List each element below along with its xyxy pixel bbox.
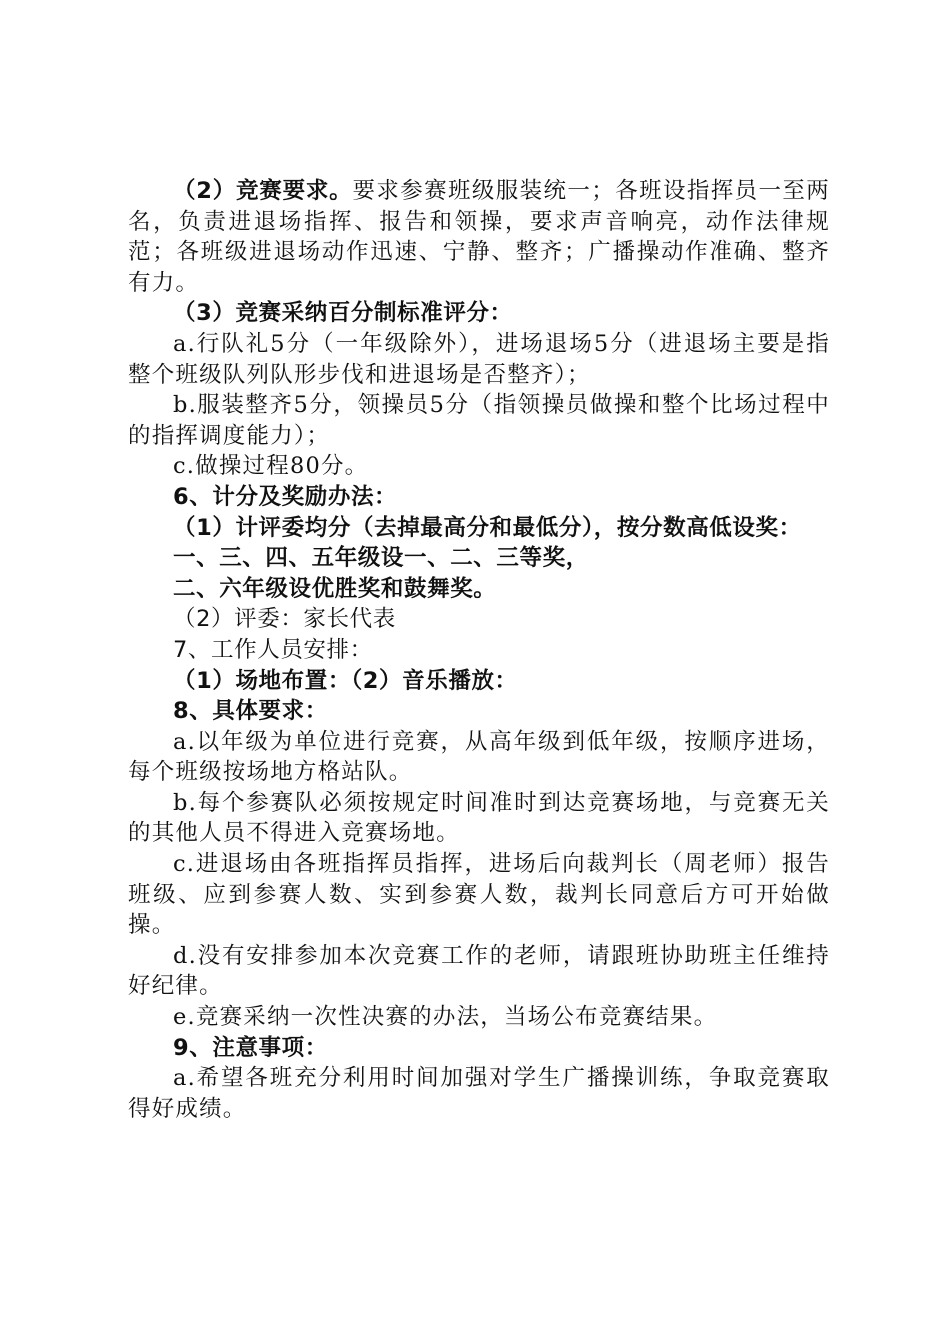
paragraph-text: 要求参赛班级服装统一；各班设指挥员一至两名，负责进退场指挥、报告和领操，要求声音响亮，动作法律规范；各班级进退场动作迅速、宁静、整齐；广播操动作准确、整齐有力。 [128,178,830,296]
paragraph-scoring-b: b.服装整齐5分，领操员5分（指领操员做操和整个比场过程中的指挥调度能力）； [128,392,830,449]
document-body [128,176,830,1124]
paragraph-requirement-a: a.以年级为单位进行竞赛，从高年级到低年级，按顺序进场，每个班级按场地方格站队。 [128,728,830,786]
section-heading-scoring: （3）竞赛采纳百分制标准评分： [173,300,513,327]
section-heading-awards: 6、计分及奖励办法： [173,483,398,510]
section-heading-requirements: 8、具体要求： [173,698,328,725]
paragraph-staff-roles: （1）场地布置：（2）音乐播放： [173,667,518,694]
paragraph-requirement-c: c.进退场由各班指挥员指挥，进场后向裁判长（周老师）报告班级、应到参赛人数、实到参赛人数，裁判长同意后方可开始做操。 [128,851,830,939]
paragraph-requirement-d: d.没有安排参加本次竞赛工作的老师，请跟班协助班主任维持好纪律。 [128,942,830,1000]
paragraph-awards-1: （1）计评委均分（去掉最高分和最低分），按分数高低设奖： [173,514,802,541]
paragraph-requirement-e: e.竞赛采纳一次性决赛的办法，当场公布竞赛结果。 [173,1004,718,1031]
paragraph-awards-grades-b: 二、六年级设优胜奖和鼓舞奖。 [173,575,497,602]
paragraph-competition-requirements [128,176,830,298]
section-heading-staff: 7、工作人员安排： [173,636,373,663]
paragraph-awards-grades-a: 一、三、四、五年级设一、二、三等奖， [173,545,589,572]
paragraph-judges: （2）评委：家长代表 [173,606,396,633]
paragraph-scoring-a: a.行队礼5分（一年级除外），进场退场5分（进退场主要是指整个班级队列队形步伐和进退场是否整齐）； [128,330,830,388]
section-heading-notes: 9、注意事项： [173,1034,328,1061]
paragraph-note-a: a.希望各班充分利用时间加强对学生广播操训练，争取竞赛取得好成绩。 [128,1065,830,1122]
paragraph-lead: （2）竞赛要求。 [173,178,353,204]
paragraph-requirement-b: b.每个参赛队必须按规定时间准时到达竞赛场地，与竞赛无关的其他人员不得进入竞赛场地。 [128,789,830,847]
paragraph-scoring-c: c.做操过程80分。 [173,453,369,480]
